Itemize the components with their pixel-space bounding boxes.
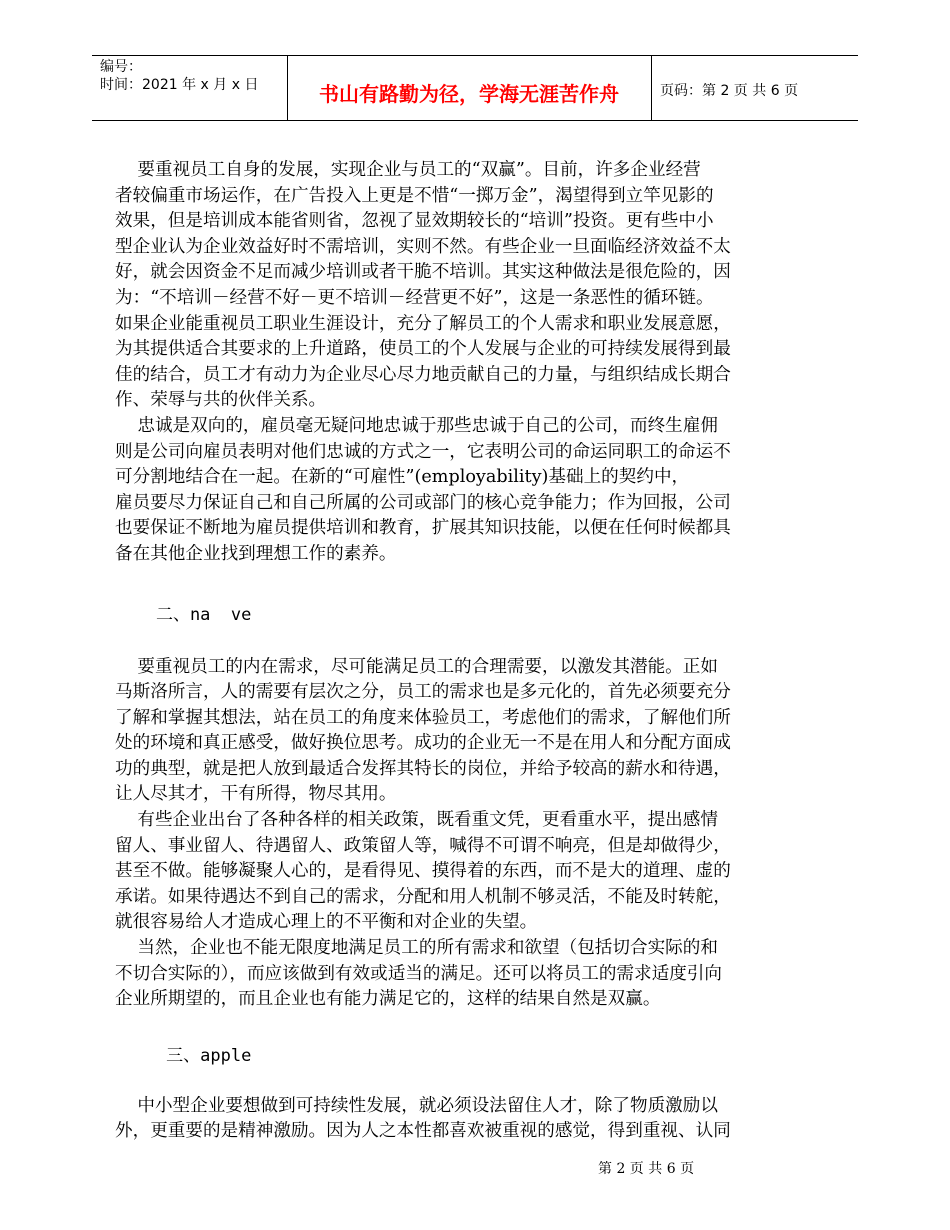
paragraph-1 [115,158,775,414]
text-line: 处的环境和真正感受，做好换位思考。成功的企业无一不是在用人和分配方面成 [115,733,731,754]
text-line: 不切合实际的），而应该做到有效或适当的满足。还可以将员工的需求适度引向 [115,963,722,984]
page-footer: 第 2 页 共 6 页 [598,1161,695,1177]
header-divider-right [651,55,652,121]
text-line: 了解和掌握其想法，站在员工的角度来体验员工，考虑他们的需求，了解他们所 [115,707,731,728]
text-line: 中小型企业要想做到可持续性发展，就必须设法留住人才，除了物质激励以 [115,1095,718,1116]
text-line: 雇员要尽力保证自己和自己所属的公司或部门的核心竞争能力；作为回报，公司 [115,492,731,513]
text-line: 企业所期望的，而且企业也有能力满足它的，这样的结果自然是双赢。 [115,989,661,1010]
paragraph-2 [115,414,775,568]
text-line: 承诺。如果待遇达不到自己的需求，分配和用人机制不够灵活，不能及时转舵， [115,886,731,907]
header-motto: 书山有路勤为径，学海无涯苦作舟 [319,82,619,106]
text-line: 作、荣辱与共的伙伴关系。 [115,390,327,411]
paragraph-6 [115,1094,775,1145]
text-line: 有些企业出台了各种各样的相关政策，既看重文凭，更看重水平，提出感情 [115,810,718,831]
document-body [115,158,775,1145]
text-line: 佳的结合，员工才有动力为企业尽心尽力地贡献自己的力量，与组织结成长期合 [115,364,731,385]
text-line: 留人、事业留人、待遇留人、政策留人等，喊得不可谓不响亮，但是却做得少， [115,835,731,856]
text-line: 就很容易给人才造成心理上的不平衡和对企业的失望。 [115,912,538,933]
text-line: 当然，企业也不能无限度地满足员工的所有需求和欲望（包括切合实际的和 [115,938,718,959]
text-line: 忠诚是双向的，雇员毫无疑问地忠诚于那些忠诚于自己的公司，而终生雇佣 [115,415,718,436]
header-page-info: 页码：第 2 页 共 6 页 [660,83,799,99]
header-number-label: 编号： [100,59,142,75]
paragraph-4 [115,808,775,936]
text-line: 为其提供适合其要求的上升道路，使员工的个人发展与企业的可持续发展得到最 [115,339,731,360]
header-time-label: 时间：2021 年 x 月 x 日 [100,77,259,93]
text-line: 要重视员工的内在需求，尽可能满足员工的合理需要，以激发其潜能。正如 [115,656,718,677]
section-heading-2: 二、na ve [115,604,252,625]
text-line: 要重视员工自身的发展，实现企业与员工的“双赢”。目前，许多企业经营 [115,160,701,180]
text-line: 好，就会因资金不足而减少培训或者干脆不培训。其实这种做法是很危险的，因 [115,262,731,283]
text-line: 则是公司向雇员表明对他们忠诚的方式之一，它表明公司的命运同职工的命运不 [115,441,731,462]
text-line: 如果企业能重视员工职业生涯设计，充分了解员工的个人需求和职业发展意愿， [115,313,731,334]
text-line: 为：“不培训－经营不好－更不培训－经营更不好”，这是一条恶性的循环链。 [115,287,714,308]
section-heading-3: 三、apple [115,1045,252,1066]
text-line: 也要保证不断地为雇员提供培训和教育，扩展其知识技能，以便在任何时候都具 [115,518,731,539]
text-line: 甚至不做。能够凝聚人心的，是看得见、摸得着的东西，而不是大的道理、虚的 [115,861,731,882]
text-line: 功的典型，就是把人放到最适合发挥其特长的岗位，并给予较高的薪水和待遇， [115,758,731,779]
text-line: 可分割地结合在一起。在新的“可雇性”(employability)基础上的契约中， [115,467,690,488]
text-line: 外，更重要的是精神激励。因为人之本性都喜欢被重视的感觉，得到重视、认同 [115,1121,731,1142]
paragraph-5 [115,936,775,1013]
paragraph-3 [115,655,775,809]
header-top-rule [92,55,858,56]
header-bottom-rule [92,120,858,121]
text-line: 马斯洛所言，人的需要有层次之分，员工的需求也是多元化的，首先必须要充分 [115,682,731,703]
header-meta [100,58,258,94]
text-line: 备在其他企业找到理想工作的素养。 [115,543,397,564]
text-line: 让人尽其才，干有所得，物尽其用。 [115,784,397,805]
text-line: 效果，但是培训成本能省则省，忽视了显效期较长的“培训”投资。更有些中小 [115,211,714,232]
text-line: 型企业认为企业效益好时不需培训，实则不然。有些企业一旦面临经济效益不太 [115,236,731,257]
text-line: 者较偏重市场运作，在广告投入上更是不惜“一掷万金”，渴望得到立竿见影的 [115,185,714,206]
